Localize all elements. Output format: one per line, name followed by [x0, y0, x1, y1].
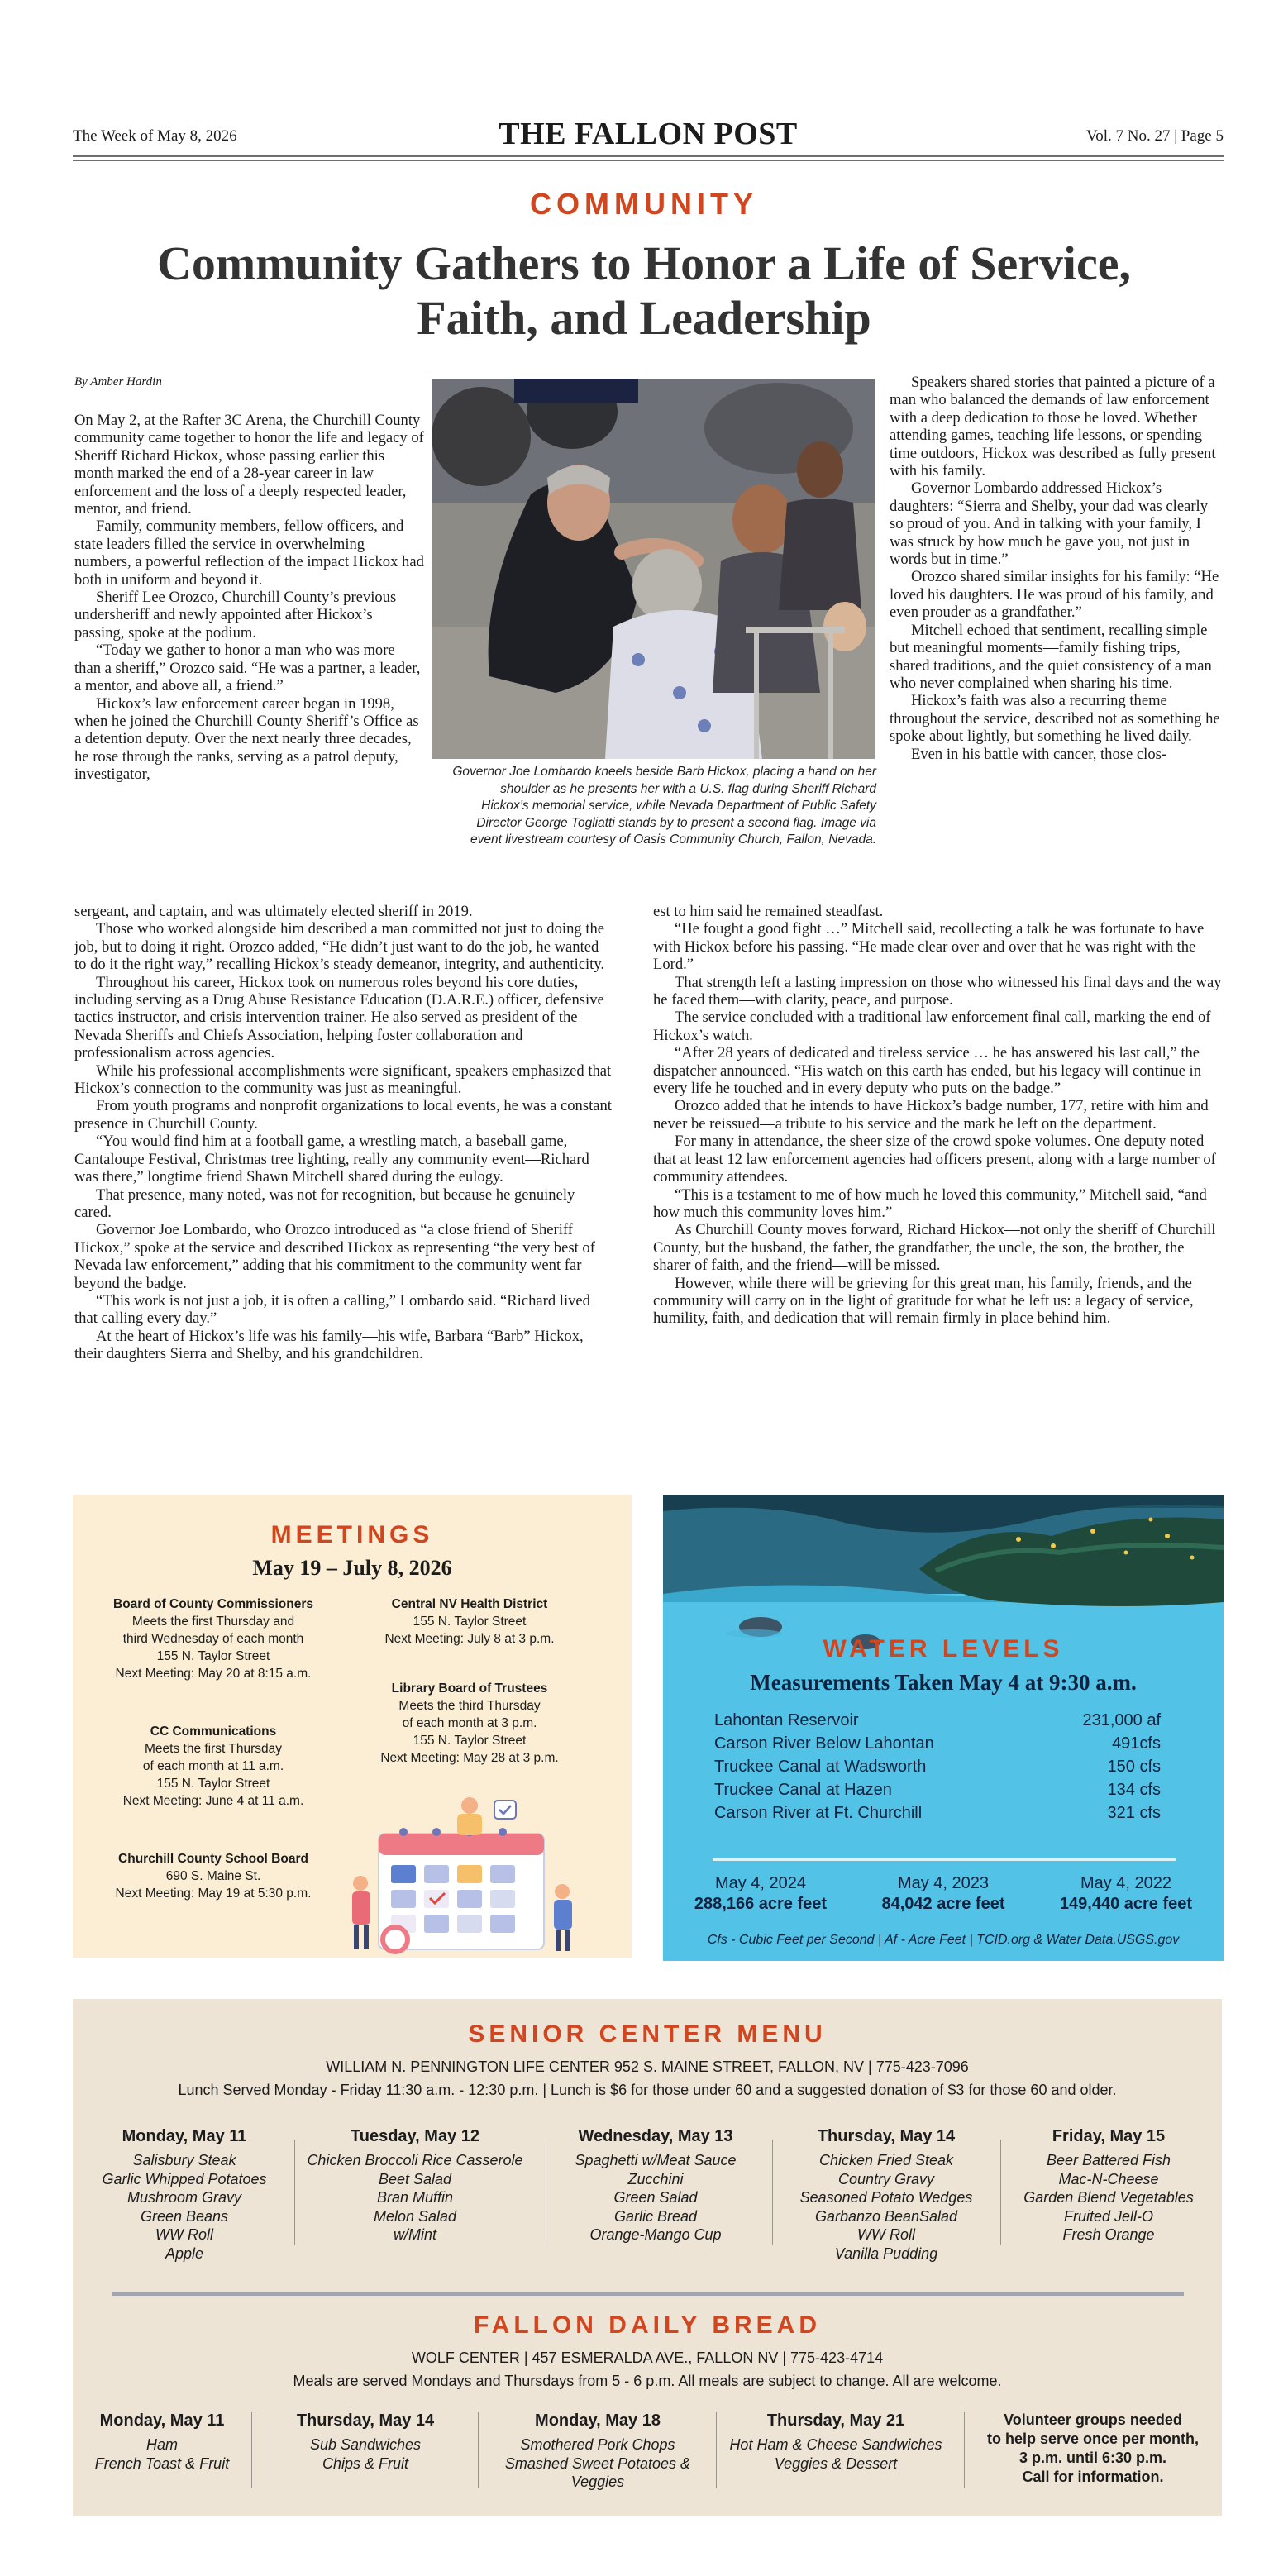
paragraph: Hickox’s law enforcement career began in 1998, when he joined the Churchill County Sheriff’s Office as a detention deputy. Over the next nearly three decades, he rose through the ranks, serving as a patrol deputy, investigator, [74, 694, 419, 784]
water-levels-box [663, 1495, 1224, 1961]
menu-day-tuesday: Tuesday, May 12 Chicken Broccoli Rice Casserole Beet Salad Bran Muffin Melon Salad w/Mint [307, 2127, 523, 2243]
photo-caption: Governor Joe Lombardo kneels beside Barb Hickox, placing a hand on her shoulder as he presents her with a U.S. flag during Sheriff Richard Hickox’s memorial service, while Nevada Department of Public Safety Director George Togliatti stands by to present a second flag. Image via event livestream courtesy of Oasis Community Church, Fallon, Nevada. [452, 765, 876, 847]
menu-day-monday: Monday, May 11 Salisbury Steak Garlic Whipped Potatoes Mushroom Gravy Green Beans WW Roll Apple [102, 2127, 267, 2262]
paragraph: On May 2, at the Rafter 3C Arena, the Churchill County community came together to honor the life and legacy of Sheriff Richard Hickox, whose passing earlier this month marked the end of a 28-year career in law enforcement and the loss of a deeply respected leader, mentor, and friend. [74, 412, 424, 518]
masthead-rule [73, 155, 1224, 157]
paragraph: While his professional accomplishments were significant, speakers emphasized that Hickox’s connection to the community was just as meaningful. [74, 1061, 612, 1098]
bread-day: Thursday, May 14 Sub Sandwiches Chips & Fruit [296, 2411, 435, 2472]
water-history-2022: May 4, 2022 149,440 acre feet [1059, 1874, 1193, 1913]
meeting-health-district: Central NV Health District 155 N. Taylor Street Next Meeting: July 8 at 3 p.m. [384, 1597, 555, 1646]
newspaper-title: THE FALLON POST [499, 117, 798, 151]
paragraph: “This work is not just a job, it is often a calling,” Lombardo said. “Richard lived that calling every day.” [74, 1291, 590, 1328]
column-divider [294, 2140, 295, 2245]
section-divider [112, 2292, 1184, 2296]
column-divider [772, 2140, 773, 2245]
article-column-1 [74, 412, 425, 784]
menu-day-friday: Friday, May 15 Beer Battered Fish Mac-N-Cheese Garden Blend Vegetables Fruited Jell-O Fresh Orange [1023, 2127, 1194, 2243]
paragraph: At the heart of Hickox’s life was his family—his wife, Barbara “Barb” Hickox, their daughters Sierra and Shelby, and his grandchildren. [74, 1327, 584, 1363]
masthead [73, 116, 1224, 155]
paragraph: “You would find him at a football game, a wrestling match, a baseball game, Cantaloupe Festival, Christmas tree lighting, really any community event—Richard was there,” longtime friend Shawn Mitchell shared during the eulogy. [74, 1133, 589, 1186]
water-row: Lahontan Reservoir 231,000 af [714, 1711, 1161, 1729]
meetings-dates: May 19 – July 8, 2026 [252, 1556, 452, 1580]
column-divider [478, 2412, 479, 2488]
article-column-3 [890, 374, 1222, 763]
paragraph: Sheriff Lee Orozco, Churchill County’s previous undersheriff and newly appointed after Hickox’s passing, spoke at the podium. [74, 589, 397, 642]
water-levels-heading: WATER LEVELS [823, 1635, 1064, 1662]
paragraph: Even in his battle with cancer, those clos- [911, 745, 1167, 763]
column-divider [964, 2412, 965, 2488]
senior-center-address: WILLIAM N. PENNINGTON LIFE CENTER 952 S. MAINE STREET, FALLON, NV | 775-423-7096 [326, 2058, 969, 2075]
water-history-2023: May 4, 2023 84,042 acre feet [881, 1874, 1005, 1913]
meeting-bocc: Board of County Commissioners Meets the first Thursday and third Wednesday of each month 155 N. Taylor Street Next Meeting: May 20 at 8:15 a.m. [113, 1597, 313, 1681]
meeting-cc-communications: CC Communications Meets the first Thursday of each month at 11 a.m. 155 N. Taylor Street Next Meeting: June 4 at 11 a.m. [122, 1724, 304, 1808]
meetings-box [73, 1495, 632, 1958]
paragraph: Orozco shared similar insights for his family: “He loved his daughters. He was proud of his family, and even prouder as a grandfather.” [890, 568, 1219, 622]
paragraph: As Churchill County moves forward, Richard Hickox—not only the sheriff of Churchill County, but the husband, the father, the grandfather, the uncle, the son, the brother, the sharer of faith, and the friend—will be missed. [653, 1221, 1216, 1275]
paragraph: Mitchell echoed that sentiment, recalling simple but meaningful moments—family fishing trips, shared traditions, and the quiet consistency of a man who never complained when sharing his time. [890, 621, 1212, 692]
water-history-2024: May 4, 2024 288,166 acre feet [694, 1874, 828, 1913]
paragraph: For many in attendance, the sheer size of the crowd spoke volumes. One deputy noted that at least 12 law enforcement agencies had officers present, along with a large number of community attendees. [653, 1133, 1216, 1186]
water-row: Carson River Below Lahontan 491cfs [714, 1734, 1161, 1753]
paragraph: “He fought a good fight …” Mitchell said, recollecting a talk he was fortunate to have with Hickox before his passing. “He made clear over and over that he was right with the Lord.” [653, 920, 1205, 974]
paragraph: est to him said he remained steadfast. [653, 903, 884, 920]
daily-bread-heading: FALLON DAILY BREAD [473, 2311, 822, 2339]
meetings-heading: MEETINGS [270, 1521, 434, 1548]
daily-bread-info: Meals are served Mondays and Thursdays from 5 - 6 p.m. All meals are subject to change. All are welcome. [293, 2373, 1002, 2389]
calendar-illustration-icon [346, 1792, 594, 1954]
meeting-library-board: Library Board of Trustees Meets the third Thursday of each month at 3 p.m. 155 N. Taylor Street Next Meeting: May 28 at 3 p.m. [380, 1682, 559, 1765]
water-footnote: Cfs - Cubic Feet per Second | Af - Acre Feet | TCID.org & Water Data.USGS.gov [707, 1933, 1180, 1947]
paragraph: That strength left a lasting impression on those who witnessed his final days and the way he faced them—with clarity, peace, and purpose. [653, 973, 1222, 1009]
bread-day: Thursday, May 21 Hot Ham & Cheese Sandwiches Veggies & Dessert [729, 2411, 942, 2472]
paragraph: “This is a testament to me of how much he loved this community,” Mitchell said, “and how much this community loves him.” [653, 1185, 1207, 1221]
section-label: COMMUNITY [530, 187, 758, 221]
paragraph: Governor Joe Lombardo, who Orozco introduced as “a close friend of Sheriff Hickox,” spoke at the service and described Hickox as representing “the very best of Nevada law enforcement,” adding that his commitment to the community went far beyond the badge. [74, 1221, 595, 1292]
paragraph: Those who worked alongside him described a man committed not just to doing the job, but to doing it right. Orozco added, “He didn’t just want to do the job, he wanted to do it the right way,” recalling Hickox’s steady demeanor, integrity, and authenticity. [74, 920, 605, 974]
paragraph: That presence, many noted, was not for recognition, but because he genuinely cared. [74, 1185, 575, 1221]
meeting-school-board: Churchill County School Board 690 S. Maine St. Next Meeting: May 19 at 5:30 p.m. [115, 1852, 312, 1901]
paragraph: Orozco added that he intends to have Hickox’s badge number, 177, retire with him and never be reissued—a tribute to his service and the mark he left on the department. [653, 1097, 1209, 1133]
paragraph: “After 28 years of dedicated and tireless service … he has answered his last call,” the dispatcher announced. “His watch on this earth has ended, but his legacy will continue in every life he touched and in every deputy who puts on the badge.” [653, 1044, 1201, 1098]
paragraph: From youth programs and nonprofit organizations to local events, he was a constant presence in Churchill County. [74, 1097, 612, 1133]
water-levels-subheading: Measurements Taken May 4 at 9:30 a.m. [750, 1670, 1137, 1695]
issue-date: The Week of May 8, 2026 [73, 127, 237, 145]
volunteer-note: Volunteer groups needed to help serve once per month, 3 p.m. until 6:30 p.m. Call for information. [986, 2411, 1200, 2485]
bread-day: Monday, May 11 Ham French Toast & Fruit [94, 2411, 230, 2472]
water-row: Truckee Canal at Hazen 134 cfs [714, 1781, 1161, 1799]
water-row: Truckee Canal at Wadsworth 150 cfs [714, 1758, 1161, 1776]
paragraph: sergeant, and captain, and was ultimately elected sheriff in 2019. [74, 903, 473, 920]
memorial-photo [432, 379, 875, 759]
byline: By Amber Hardin [74, 375, 162, 389]
paragraph: “Today we gather to honor a man who was more than a sheriff,” Orozco said. “He was a partner, a leader, a mentor, and above all, a friend.” [74, 642, 421, 695]
bread-day: Monday, May 18 Smothered Pork Chops Smashed Sweet Potatoes & Veggies [504, 2411, 691, 2490]
masthead-rule [73, 160, 1224, 161]
water-row: Carson River at Ft. Churchill 321 cfs [714, 1804, 1161, 1822]
paragraph: Speakers shared stories that painted a picture of a man who balanced the demands of law enforcement with a deep dedication to those he loved. Whether attending games, teaching life lessons, or spending time outdoors, Hickox was described as fully present with his family. [890, 374, 1216, 480]
senior-center-menu-box [73, 1999, 1222, 2516]
paragraph: Hickox’s faith was also a recurring theme throughout the service, described not as something he spoke about lightly, but something he lived daily. [890, 692, 1220, 746]
paragraph: The service concluded with a traditional law enforcement final call, marking the end of Hickox’s watch. [653, 1009, 1211, 1044]
senior-lunch-info: Lunch Served Monday - Friday 11:30 a.m. - 12:30 p.m. | Lunch is $6 for those under 60 and a suggested donation of $3 for those 60 and older. [178, 2082, 1117, 2098]
column-divider [716, 2412, 717, 2488]
article-column-2 [74, 903, 612, 1363]
article-headline: Community Gathers to Honor a Life of Service, Faith, and Leadership [156, 236, 1132, 345]
article-column-4 [653, 903, 1222, 1328]
column-divider [251, 2412, 252, 2488]
issue-number: Vol. 7 No. 27 | Page 5 [1085, 127, 1224, 145]
daily-bread-address: WOLF CENTER | 457 ESMERALDA AVE., FALLON NV | 775-423-4714 [411, 2349, 884, 2366]
paragraph: Governor Lombardo addressed Hickox’s daughters: “Sierra and Shelby, your dad was clearly so proud of you. And in talking with your family, I was struck by how much he gave you, not just in words but in time.” [890, 479, 1209, 569]
menu-day-thursday: Thursday, May 14 Chicken Fried Steak Country Gravy Seasoned Potato Wedges Garbanzo BeanSalad WW Roll Vanilla Pudding [799, 2127, 973, 2262]
menu-day-wednesday: Wednesday, May 13 Spaghetti w/Meat Sauce Zucchini Green Salad Garlic Bread Orange-Mango Cup [575, 2127, 737, 2243]
paragraph: Family, community members, fellow officers, and state leaders filled the service in overwhelming numbers, a powerful reflection of the impact Hickox had both in uniform and beyond it. [74, 518, 424, 589]
paragraph: Throughout his career, Hickox took on numerous roles beyond his core duties, including serving as a Drug Abuse Resistance Education (D.A.R.E.) officer, defensive tactics instructor, and crisis intervention trainer. He also served as president of the Nevada Sheriffs and Chiefs Association, helping foster collaboration and professionalism across agencies. [74, 973, 604, 1062]
senior-menu-heading: SENIOR CENTER MENU [468, 2020, 827, 2048]
column-divider [1000, 2140, 1001, 2245]
paragraph: However, while there will be grieving for this great man, his family, friends, and the community will carry on in the light of gratitude for what he left us: a legacy of service, humility, faith, and dedication that will remain firmly in place behind him. [653, 1274, 1194, 1328]
